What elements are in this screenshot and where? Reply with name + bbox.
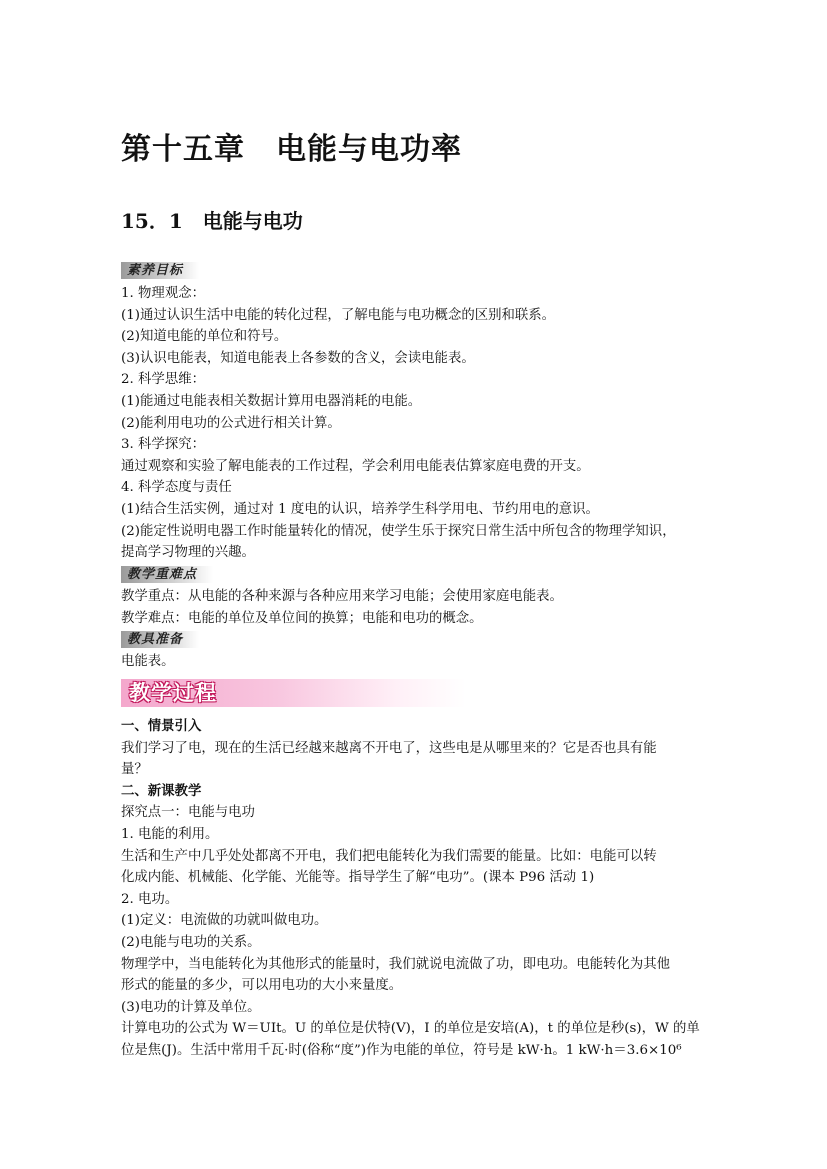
text-line: (2)电能与电功的关系。	[121, 935, 261, 950]
text-line: 电能表。	[121, 654, 175, 669]
text-line: 化成内能、机械能、化学能、光能等。指导学生了解“电功”。(课本 P96 活动 1)	[121, 870, 595, 886]
text-line: (3)认识电能表，知道电能表上各参数的含义，会读电能表。	[121, 350, 475, 366]
prep-tag: 教具准备	[121, 631, 199, 648]
text-line: 3. 科学探究：	[121, 437, 205, 453]
text-line: 提高学习物理的兴趣。	[121, 545, 255, 561]
text-line: (1)结合生活实例，通过对 1 度电的认识，培养学生科学用电、节约用电的意识。	[121, 502, 599, 517]
text-line: 二、新课教学	[121, 782, 202, 799]
text-line: (2)知道电能的单位和符号。	[121, 329, 288, 345]
text-line: 形式的能量的多少，可以用电功的大小来量度。	[121, 978, 403, 994]
text-line: (1)能通过电能表相关数据计算用电器消耗的电能。	[121, 394, 422, 409]
chapter-title: 第十五章 电能与电功率	[121, 132, 462, 167]
text-line: 位是焦(J)。生活中常用千瓦·时(俗称“度”)作为电能的单位，符号是 kW·h。1 kW·h＝3.6×10⁶	[121, 1043, 682, 1058]
process-banner	[121, 679, 466, 707]
text-line: 生活和生产中几乎处处都离不开电，我们把电能转化为我们需要的能量。比如：电能可以转	[121, 848, 657, 864]
text-line: 教学难点：电能的单位及单位间的换算；电能和电功的概念。	[121, 610, 483, 626]
text-line: 1. 电能的利用。	[121, 827, 219, 842]
text-line: (2)能定性说明电器工作时能量转化的情况，使学生乐于探究日常生活中所包含的物理学知识，	[121, 523, 676, 539]
text-line: 计算电功的公式为 W＝UIt。U 的单位是伏特(V)，I 的单位是安培(A)，t 的单位是秒(s)，W 的单	[121, 1021, 700, 1037]
text-line: 2. 科学思维：	[121, 372, 205, 388]
text-line: 物理学中，当电能转化为其他形式的能量时，我们就说电流做了功，即电功。电能转化为其他	[121, 956, 671, 972]
process-banner-label: 教学过程	[129, 681, 217, 705]
text-line: (3)电功的计算及单位。	[121, 999, 261, 1015]
text-line: 一、情景引入	[121, 718, 202, 734]
text-line: (2)能利用电功的公式进行相关计算。	[121, 415, 341, 431]
text-line: 我们学习了电，现在的生活已经越来越离不开电了，这些电是从哪里来的？它是否也具有能	[121, 740, 657, 756]
text-line: 通过观察和实验了解电能表的工作过程，学会利用电能表估算家庭电费的开支。	[121, 458, 590, 474]
text-line: 4. 科学态度与责任	[121, 480, 232, 496]
text-line: 探究点一：电能与电功	[121, 805, 255, 821]
text-line: 2. 电功。	[121, 891, 179, 907]
goals-tag: 素养目标	[121, 262, 199, 279]
text-line: 量？	[121, 762, 148, 778]
key-points-tag: 教学重难点	[121, 566, 213, 583]
text-line: (1)通过认识生活中电能的转化过程，了解电能与电功概念的区别和联系。	[121, 307, 556, 323]
section-title: 15．1 电能与电功	[121, 209, 303, 233]
text-line: (1)定义：电流做的功就叫做电功。	[121, 913, 328, 929]
text-line: 教学重点：从电能的各种来源与各种应用来学习电能；会使用家庭电能表。	[121, 589, 563, 604]
text-line: 1. 物理观念：	[121, 286, 205, 301]
